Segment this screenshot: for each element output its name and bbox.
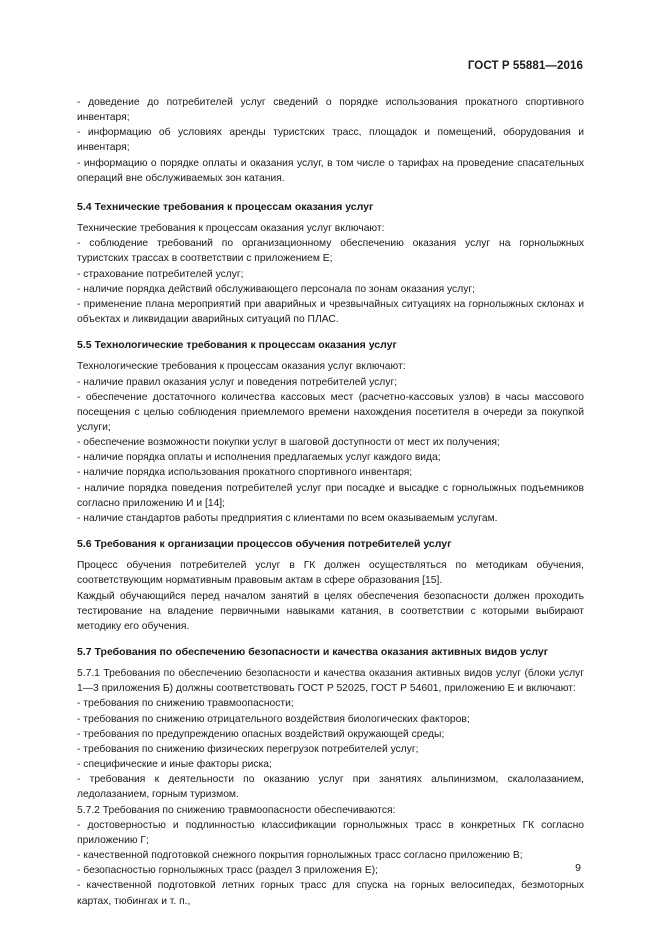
section-intro: Технические требования к процессам оказания услуг включают: <box>77 223 385 235</box>
list-item: - страхование потребителей услуг; <box>77 268 244 280</box>
list-item: - наличие правил оказания услуг и поведения потребителей услуг; <box>77 376 398 388</box>
document-body <box>77 95 584 909</box>
list-item: - достоверностью и подлинностью классификации горнолыжных трасс в конкретных ГК согласно приложению Г; <box>77 819 584 846</box>
list-item: - требования по снижению отрицательного воздействия биологических факторов; <box>77 713 470 725</box>
list-item: - требования к деятельности по оказанию услуг при занятиях альпинизмом, скалолазанием, ледолазанием, горным туризмом. <box>77 774 584 801</box>
list-item: - качественной подготовкой снежного покрытия горнолыжных трасс согласно приложению В; <box>77 850 523 862</box>
list-item: - обеспечение возможности покупки услуг в шаговой доступности от мест их получения; <box>77 437 500 449</box>
paragraph: Каждый обучающийся перед началом занятий в целях обеспечения безопасности должен проходить тестирование на владение первичными навыками катания, в соответствии с которыми выбирают методику его обучения. <box>77 590 584 632</box>
section-intro: Технологические требования к процессам оказания услуг включают: <box>77 361 406 373</box>
list-item: - информацию о порядке оплаты и оказания услуг, в том числе о тарифах на проведение спасательных операций вне обслуживаемых зон катания. <box>77 157 584 184</box>
paragraph-5-7-1: 5.7.1 Требования по обеспечению безопасности и качества оказания активных видов услуг (блоки услуг 1—3 приложения Б) должны соответствовать ГОСТ Р 52025, ГОСТ Р 54601, приложению Е и включают: <box>77 668 584 695</box>
list-item: - доведение до потребителей услуг сведений о порядке использования прокатного спортивного инвентаря; <box>77 97 584 124</box>
list-item: - соблюдение требований по организационному обеспечению оказания услуг на горнолыжных туристских трассах в соответствии с приложением Е; <box>77 238 584 265</box>
page-number: 9 <box>575 862 581 874</box>
list-item: - информацию об условиях аренды туристских трасс, площадок и помещений, оборудования и инвентаря; <box>77 127 584 154</box>
section-heading-5-6: 5.6 Требования к организации процессов обучения потребителей услуг <box>77 538 452 551</box>
list-item: - применение плана мероприятий при аварийных и чрезвычайных ситуациях на горнолыжных склонах и объектах и ликвидации аварийных ситуаций по ПЛАС. <box>77 298 584 326</box>
list-item: - наличие порядка оплаты и исполнения предлагаемых услуг каждого вида; <box>77 452 441 464</box>
list-item: - наличие порядка действий обслуживающего персонала по зонам оказания услуг; <box>77 283 475 295</box>
document-code: ГОСТ Р 55881—2016 <box>467 60 583 72</box>
section-heading-5-5: 5.5 Технологические требования к процессам оказания услуг <box>77 339 397 352</box>
list-item: - требования по снижению физических перегрузок потребителей услуг; <box>77 743 419 755</box>
list-item: - качественной подготовкой летних горных трасс для спуска на горных велосипедах, безмоторных картах, тюбингах и т. п., <box>77 880 584 907</box>
list-item: - требования по предупреждению опасных воздействий окружающей среды; <box>77 728 445 740</box>
list-item: - наличие порядка поведения потребителей услуг при посадке и высадке с горнолыжных подъемников согласно приложению И и [14]; <box>77 482 584 509</box>
list-item: - наличие порядка использования прокатного спортивного инвентаря; <box>77 467 413 479</box>
paragraph: Процесс обучения потребителей услуг в ГК должен осуществляться по методикам обучения, соответствующим нормативным правовым актам в сфере образования [15]. <box>77 560 584 587</box>
list-item: - специфические и иные факторы риска; <box>77 759 272 771</box>
list-item: - безопасностью горнолыжных трасс (раздел 3 приложения Е); <box>77 865 379 877</box>
list-item: - наличие стандартов работы предприятия с клиентами по всем оказываемым услугам. <box>77 512 498 524</box>
section-heading-5-4: 5.4 Технические требования к процессам оказания услуг <box>77 200 374 213</box>
list-item: - требования по снижению травмоопасности; <box>77 698 294 710</box>
section-heading-5-7: 5.7 Требования по обеспечению безопасности и качества оказания активных видов услуг <box>77 646 549 658</box>
paragraph-5-7-2: 5.7.2 Требования по снижению травмоопасности обеспечиваются: <box>77 804 396 816</box>
list-item: - обеспечение достаточного количества кассовых мест (расчетно-кассовых узлов) в часы массового посещения с целью соблюдения приемлемого времени нахождения посетителя в очереди за покупкой услуги; <box>77 391 584 433</box>
